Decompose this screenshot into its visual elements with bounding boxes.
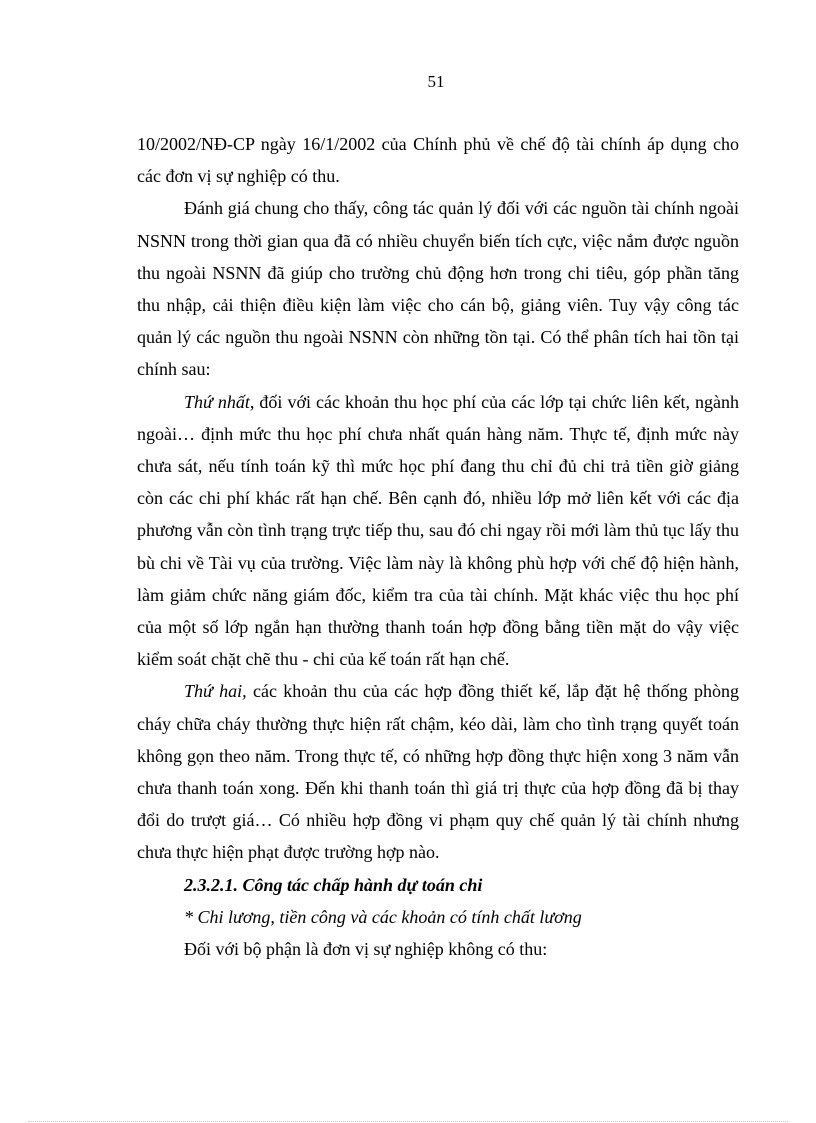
subsection-heading: * Chi lương, tiền công và các khoản có tính chất lương [184,906,582,927]
first-issue-text: , đối với các khoản thu học phí của các lớp tại chức liên kết, ngành ngoài… định mức thu học phí chưa nhất quán hàng năm. Thực tế, định mức này chưa sát, nếu tính toán kỹ thì mức học phí đang thu chỉ đủ chi trả tiền giờ giảng còn các chi phí khác rất hạn chế. Bên cạnh đó, nhiều lớp mở liên kết với các địa phương vẫn còn tình trạng trực tiếp thu, sau đó chi ngay rồi mới làm thủ tục lấy thu bù chi về Tài vụ của trường. Việc làm này là không phù hợp với chế độ hiện hành, làm giảm chức năng giám đốc, kiểm tra của tài chính. Mặt khác việc thu học phí của một số lớp ngắn hạn thường thanh toán hợp đồng bằng tiền mặt do vậy việc kiểm soát chặt chẽ thu - chi của kế toán rất hạn chế. [137,391,739,670]
page-number: 51 [427,72,445,91]
first-issue-lead: Thứ nhất [184,391,250,412]
page-bottom-divider [28,1121,788,1122]
paragraph-general-assessment: Đánh giá chung cho thấy, công tác quản lý đối với các nguồn tài chính ngoài NSNN trong thời gian qua đã có nhiều chuyển biến tích cực, việc nắm được nguồn thu ngoài NSNN đã giúp cho trường chủ động hơn trong chi tiêu, góp phần tăng thu nhập, cải thiện điều kiện làm việc cho cán bộ, giảng viên. Tuy vậy công tác quản lý các nguồn thu ngoài NSNN còn những tồn tại. Có thể phân tích hai tồn tại chính sau: [137,198,739,380]
paragraph-second-issue [137,675,739,868]
paragraph-continuation: 10/2002/NĐ-CP ngày 16/1/2002 của Chính phủ về chế độ tài chính áp dụng cho các đơn vị sự nghiệp có thu. [137,134,739,187]
second-issue-lead: Thứ hai, [184,681,247,702]
paragraph-first-issue [137,386,739,676]
paragraph-intro-line: Đối với bộ phận là đơn vị sự nghiệp không có thu: [184,939,548,960]
second-issue-text: các khoản thu của các hợp đồng thiết kế, lắp đặt hệ thống phòng cháy chữa cháy thường thực hiện rất chậm, kéo dài, làm cho tình trạng quyết toán không gọn theo năm. Trong thực tế, có những hợp đồng thực hiện xong 3 năm vẫn chưa thanh toán xong. Đến khi thanh toán thì giá trị thực của hợp đồng đã bị thay đổi do trượt giá… Có nhiều hợp đồng vi phạm quy chế quản lý tài chính nhưng chưa thực hiện phạt được trường hợp nào. [137,681,739,863]
section-heading: 2.3.2.1. Công tác chấp hành dự toán chi [184,874,483,895]
document-body [137,128,739,965]
